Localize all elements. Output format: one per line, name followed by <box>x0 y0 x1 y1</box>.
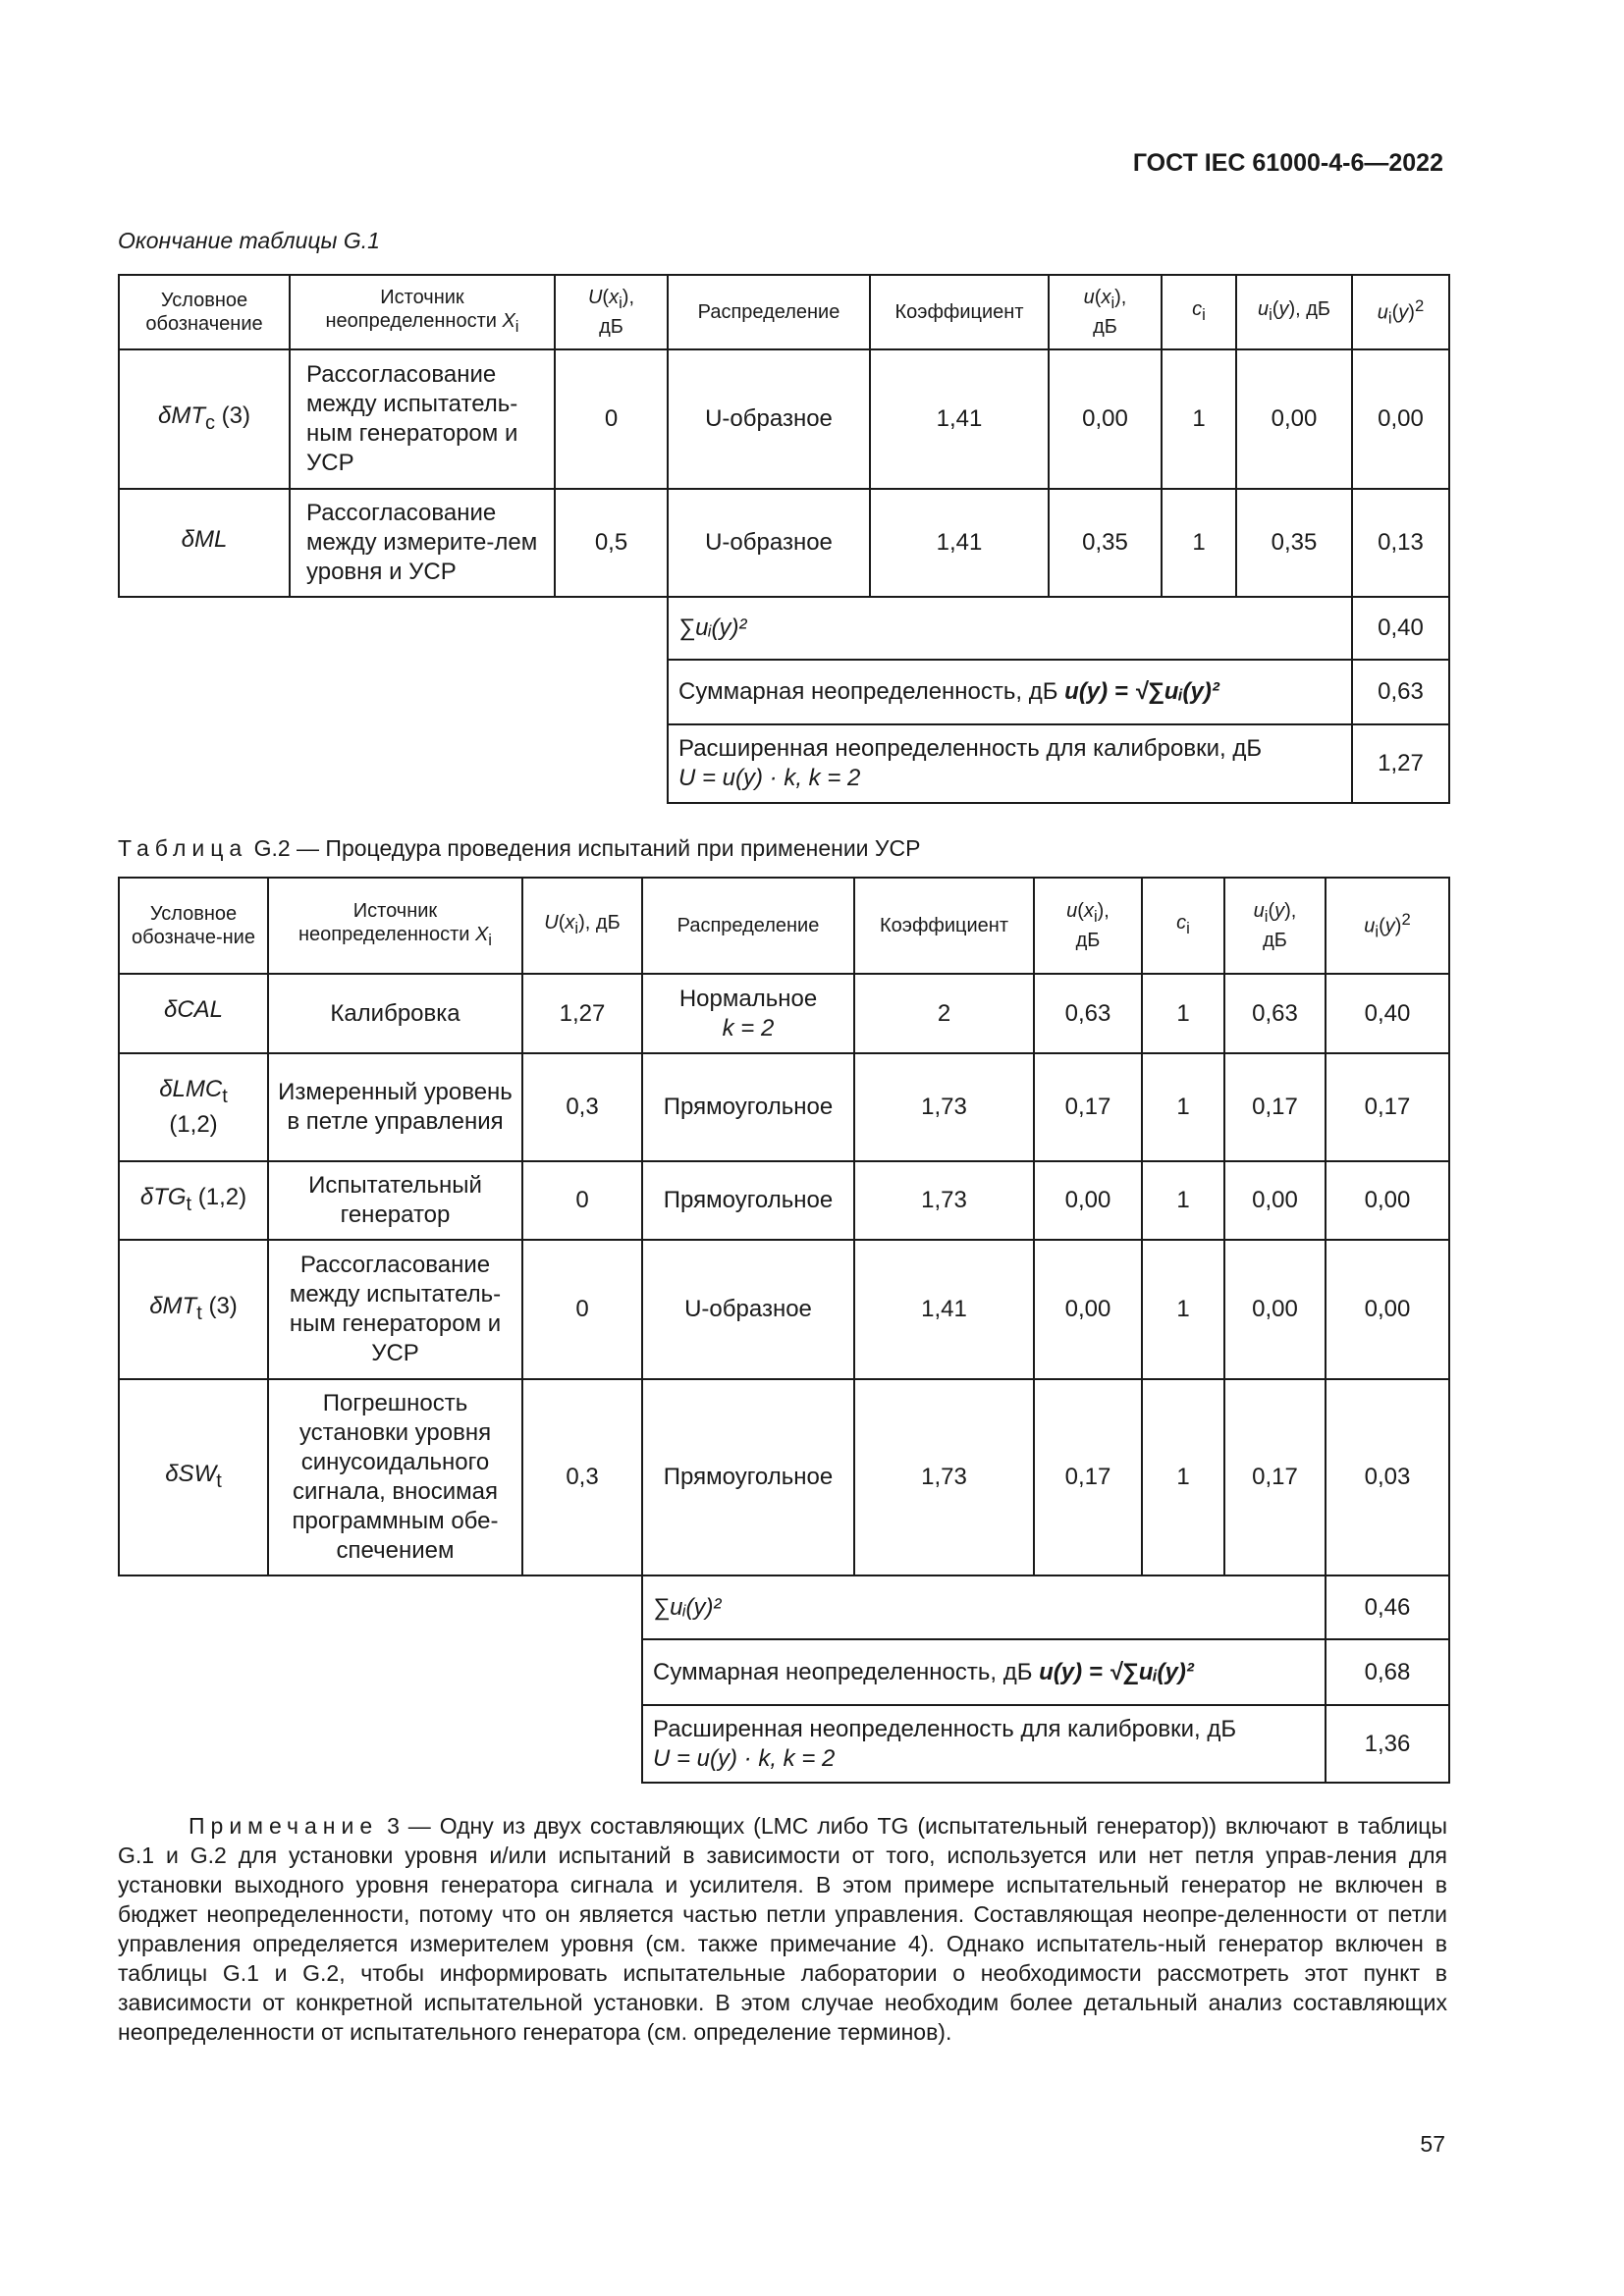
expanded-label: Расширенная неопределенность для калибровки, дБ U = u(y) · k, k = 2 <box>642 1705 1326 1783</box>
symbol-cell: δMT$_c$ (3) <box>119 349 290 489</box>
summary-sum-row <box>119 597 1449 660</box>
source-cell: Рассогласование между испытатель-ным генератором и УСР <box>268 1240 522 1379</box>
ux-cell: 0,00 <box>1049 349 1162 489</box>
sum-value: 0,46 <box>1326 1575 1449 1639</box>
uy2-cell: 0,17 <box>1326 1053 1449 1161</box>
col-header-source: Источник неопределенности $X_i$ <box>290 275 555 349</box>
col-header-coefficient: Коэффициент <box>870 275 1049 349</box>
expanded-label: Расширенная неопределенность для калибровки, дБ U = u(y) · k, k = 2 <box>668 724 1352 803</box>
summary-combined-row <box>119 660 1449 724</box>
expanded-value: 1,36 <box>1326 1705 1449 1783</box>
col-header-U: $U(x_i)$, дБ <box>555 275 668 349</box>
uy2-cell: 0,00 <box>1326 1240 1449 1379</box>
col-header-c: $c_i$ <box>1162 275 1236 349</box>
col-header-ux: $u(x_i)$, дБ <box>1049 275 1162 349</box>
uy-cell: 0,63 <box>1224 974 1326 1053</box>
summary-combined-row <box>119 1639 1449 1705</box>
combined-label: Суммарная неопределенность, дБ u(y) = √∑uᵢ(y)² <box>642 1639 1326 1705</box>
expanded-value: 1,27 <box>1352 724 1449 803</box>
col-header-c: $c_i$ <box>1142 878 1224 974</box>
ux-cell: 0,63 <box>1034 974 1142 1053</box>
uy2-cell: 0,00 <box>1352 349 1449 489</box>
coefficient-cell: 1,41 <box>854 1240 1034 1379</box>
coefficient-cell: 1,73 <box>854 1161 1034 1240</box>
U-cell: 0 <box>555 349 668 489</box>
coefficient-cell: 1,73 <box>854 1053 1034 1161</box>
source-cell: Калибровка <box>268 974 522 1053</box>
U-cell: 0,3 <box>522 1053 642 1161</box>
symbol-cell: δSW$_t$ <box>119 1379 268 1575</box>
distribution-cell: Прямоугольное <box>642 1161 854 1240</box>
source-cell: Рассогласование между испытатель-ным генератором и УСР <box>290 349 555 489</box>
symbol-cell: δMT$_t$ (3) <box>119 1240 268 1379</box>
source-cell: Измеренный уровень в петле управления <box>268 1053 522 1161</box>
col-header-distribution: Распределение <box>668 275 870 349</box>
uy2-cell: 0,40 <box>1326 974 1449 1053</box>
symbol-cell: δML <box>119 489 290 597</box>
table-row <box>119 489 1449 597</box>
summary-sum-row <box>119 1575 1449 1639</box>
col-header-ux: $u(x_i)$, дБ <box>1034 878 1142 974</box>
ux-cell: 0,17 <box>1034 1379 1142 1575</box>
c-cell: 1 <box>1162 349 1236 489</box>
U-cell: 1,27 <box>522 974 642 1053</box>
col-header-symbol: Условное обозначение <box>119 275 290 349</box>
distribution-cell: U-образное <box>668 489 870 597</box>
col-header-uy: $u_i(y)$, дБ <box>1236 275 1352 349</box>
col-header-distribution: Распределение <box>642 878 854 974</box>
uy2-cell: 0,13 <box>1352 489 1449 597</box>
ux-cell: 0,00 <box>1034 1161 1142 1240</box>
note-paragraph <box>118 1811 1447 2047</box>
c-cell: 1 <box>1162 489 1236 597</box>
table-g2 <box>118 877 1450 1784</box>
source-cell: Рассогласование между измерите-лем уровня и УСР <box>290 489 555 597</box>
note-heading: Примечание <box>189 1813 379 1839</box>
combined-value: 0,63 <box>1352 660 1449 724</box>
c-cell: 1 <box>1142 1240 1224 1379</box>
distribution-cell: Нормальное k = 2 <box>642 974 854 1053</box>
c-cell: 1 <box>1142 1161 1224 1240</box>
col-header-coefficient: Коэффициент <box>854 878 1034 974</box>
combined-label: Суммарная неопределенность, дБ u(y) = √∑uᵢ(y)² <box>668 660 1352 724</box>
table2-header-row <box>119 878 1449 974</box>
col-header-symbol: Условное обозначе-ние <box>119 878 268 974</box>
uy-cell: 0,00 <box>1236 349 1352 489</box>
source-cell: Погрешность установки уровня синусоидального сигнала, вносимая программным обе-спечением <box>268 1379 522 1575</box>
symbol-cell: δLMC$_t$ (1,2) <box>119 1053 268 1161</box>
sum-value: 0,40 <box>1352 597 1449 660</box>
coefficient-cell: 2 <box>854 974 1034 1053</box>
c-cell: 1 <box>1142 1379 1224 1575</box>
ux-cell: 0,17 <box>1034 1053 1142 1161</box>
sum-label: ∑uᵢ(y)² <box>642 1575 1326 1639</box>
table-row <box>119 1161 1449 1240</box>
symbol-cell: δTG$_t$ (1,2) <box>119 1161 268 1240</box>
summary-expanded-row <box>119 1705 1449 1783</box>
uy-cell: 0,35 <box>1236 489 1352 597</box>
U-cell: 0 <box>522 1240 642 1379</box>
table-row <box>119 1053 1449 1161</box>
distribution-cell: U-образное <box>642 1240 854 1379</box>
coefficient-cell: 1,73 <box>854 1379 1034 1575</box>
col-header-uy2: $u_i(y)^2$ <box>1326 878 1449 974</box>
table1-caption: Окончание таблицы G.1 <box>118 228 380 253</box>
U-cell: 0 <box>522 1161 642 1240</box>
page-number: 57 <box>1420 2131 1445 2157</box>
c-cell: 1 <box>1142 974 1224 1053</box>
col-header-uy: $u_i(y)$, дБ <box>1224 878 1326 974</box>
col-header-uy2: $u_i(y)^2$ <box>1352 275 1449 349</box>
U-cell: 0,5 <box>555 489 668 597</box>
uy-cell: 0,00 <box>1224 1161 1326 1240</box>
uy-cell: 0,17 <box>1224 1053 1326 1161</box>
source-cell: Испытательный генератор <box>268 1161 522 1240</box>
distribution-cell: U-образное <box>668 349 870 489</box>
sum-label: ∑uᵢ(y)² <box>668 597 1352 660</box>
symbol-cell: δCAL <box>119 974 268 1053</box>
coefficient-cell: 1,41 <box>870 349 1049 489</box>
col-header-source: Источник неопределенности $X_i$ <box>268 878 522 974</box>
distribution-cell: Прямоугольное <box>642 1053 854 1161</box>
table-row <box>119 1379 1449 1575</box>
table-row <box>119 974 1449 1053</box>
table-row <box>119 1240 1449 1379</box>
uy-cell: 0,17 <box>1224 1379 1326 1575</box>
combined-value: 0,68 <box>1326 1639 1449 1705</box>
uy2-cell: 0,00 <box>1326 1161 1449 1240</box>
uy-cell: 0,00 <box>1224 1240 1326 1379</box>
note-text: 3 — Одну из двух составляющих (LMC либо TG (испытательный генератор)) включают в таблицы G.1 и G.2 для установки уровня и/или испытаний в зависимости от того, используется или нет петля управ-ления для установки выходного уровня генератора сигнала и усилителя. В этом примере испытательный генератор не включен в бюджет неопределенности, потому что он является частью петли управления. Составляющая неопре-деленности от петли управления определяется измерителем уровня (см. также примечание 4). Однако испытатель-ный генератор включен в таблицы G.1 и G.2, чтобы информировать испытательные лаборатории о необходимости рассмотреть этот пункт в зависимости от конкретной испытательной установки. В этом случае необходим более детальный анализ составляющих неопределенности от испытательного генератора (см. определение терминов). <box>118 1813 1448 2045</box>
table1-header-row <box>119 275 1449 349</box>
document-header: ГОСТ IEC 61000-4-6—2022 <box>1132 149 1443 177</box>
col-header-U: $U(x_i)$, дБ <box>522 878 642 974</box>
summary-expanded-row <box>119 724 1449 803</box>
ux-cell: 0,35 <box>1049 489 1162 597</box>
table-row <box>119 349 1449 489</box>
uy2-cell: 0,03 <box>1326 1379 1449 1575</box>
coefficient-cell: 1,41 <box>870 489 1049 597</box>
distribution-cell: Прямоугольное <box>642 1379 854 1575</box>
c-cell: 1 <box>1142 1053 1224 1161</box>
table2-caption: Таблица G.2 — Процедура проведения испытаний при применении УСР <box>118 835 921 861</box>
table-g1 <box>118 274 1450 804</box>
ux-cell: 0,00 <box>1034 1240 1142 1379</box>
U-cell: 0,3 <box>522 1379 642 1575</box>
